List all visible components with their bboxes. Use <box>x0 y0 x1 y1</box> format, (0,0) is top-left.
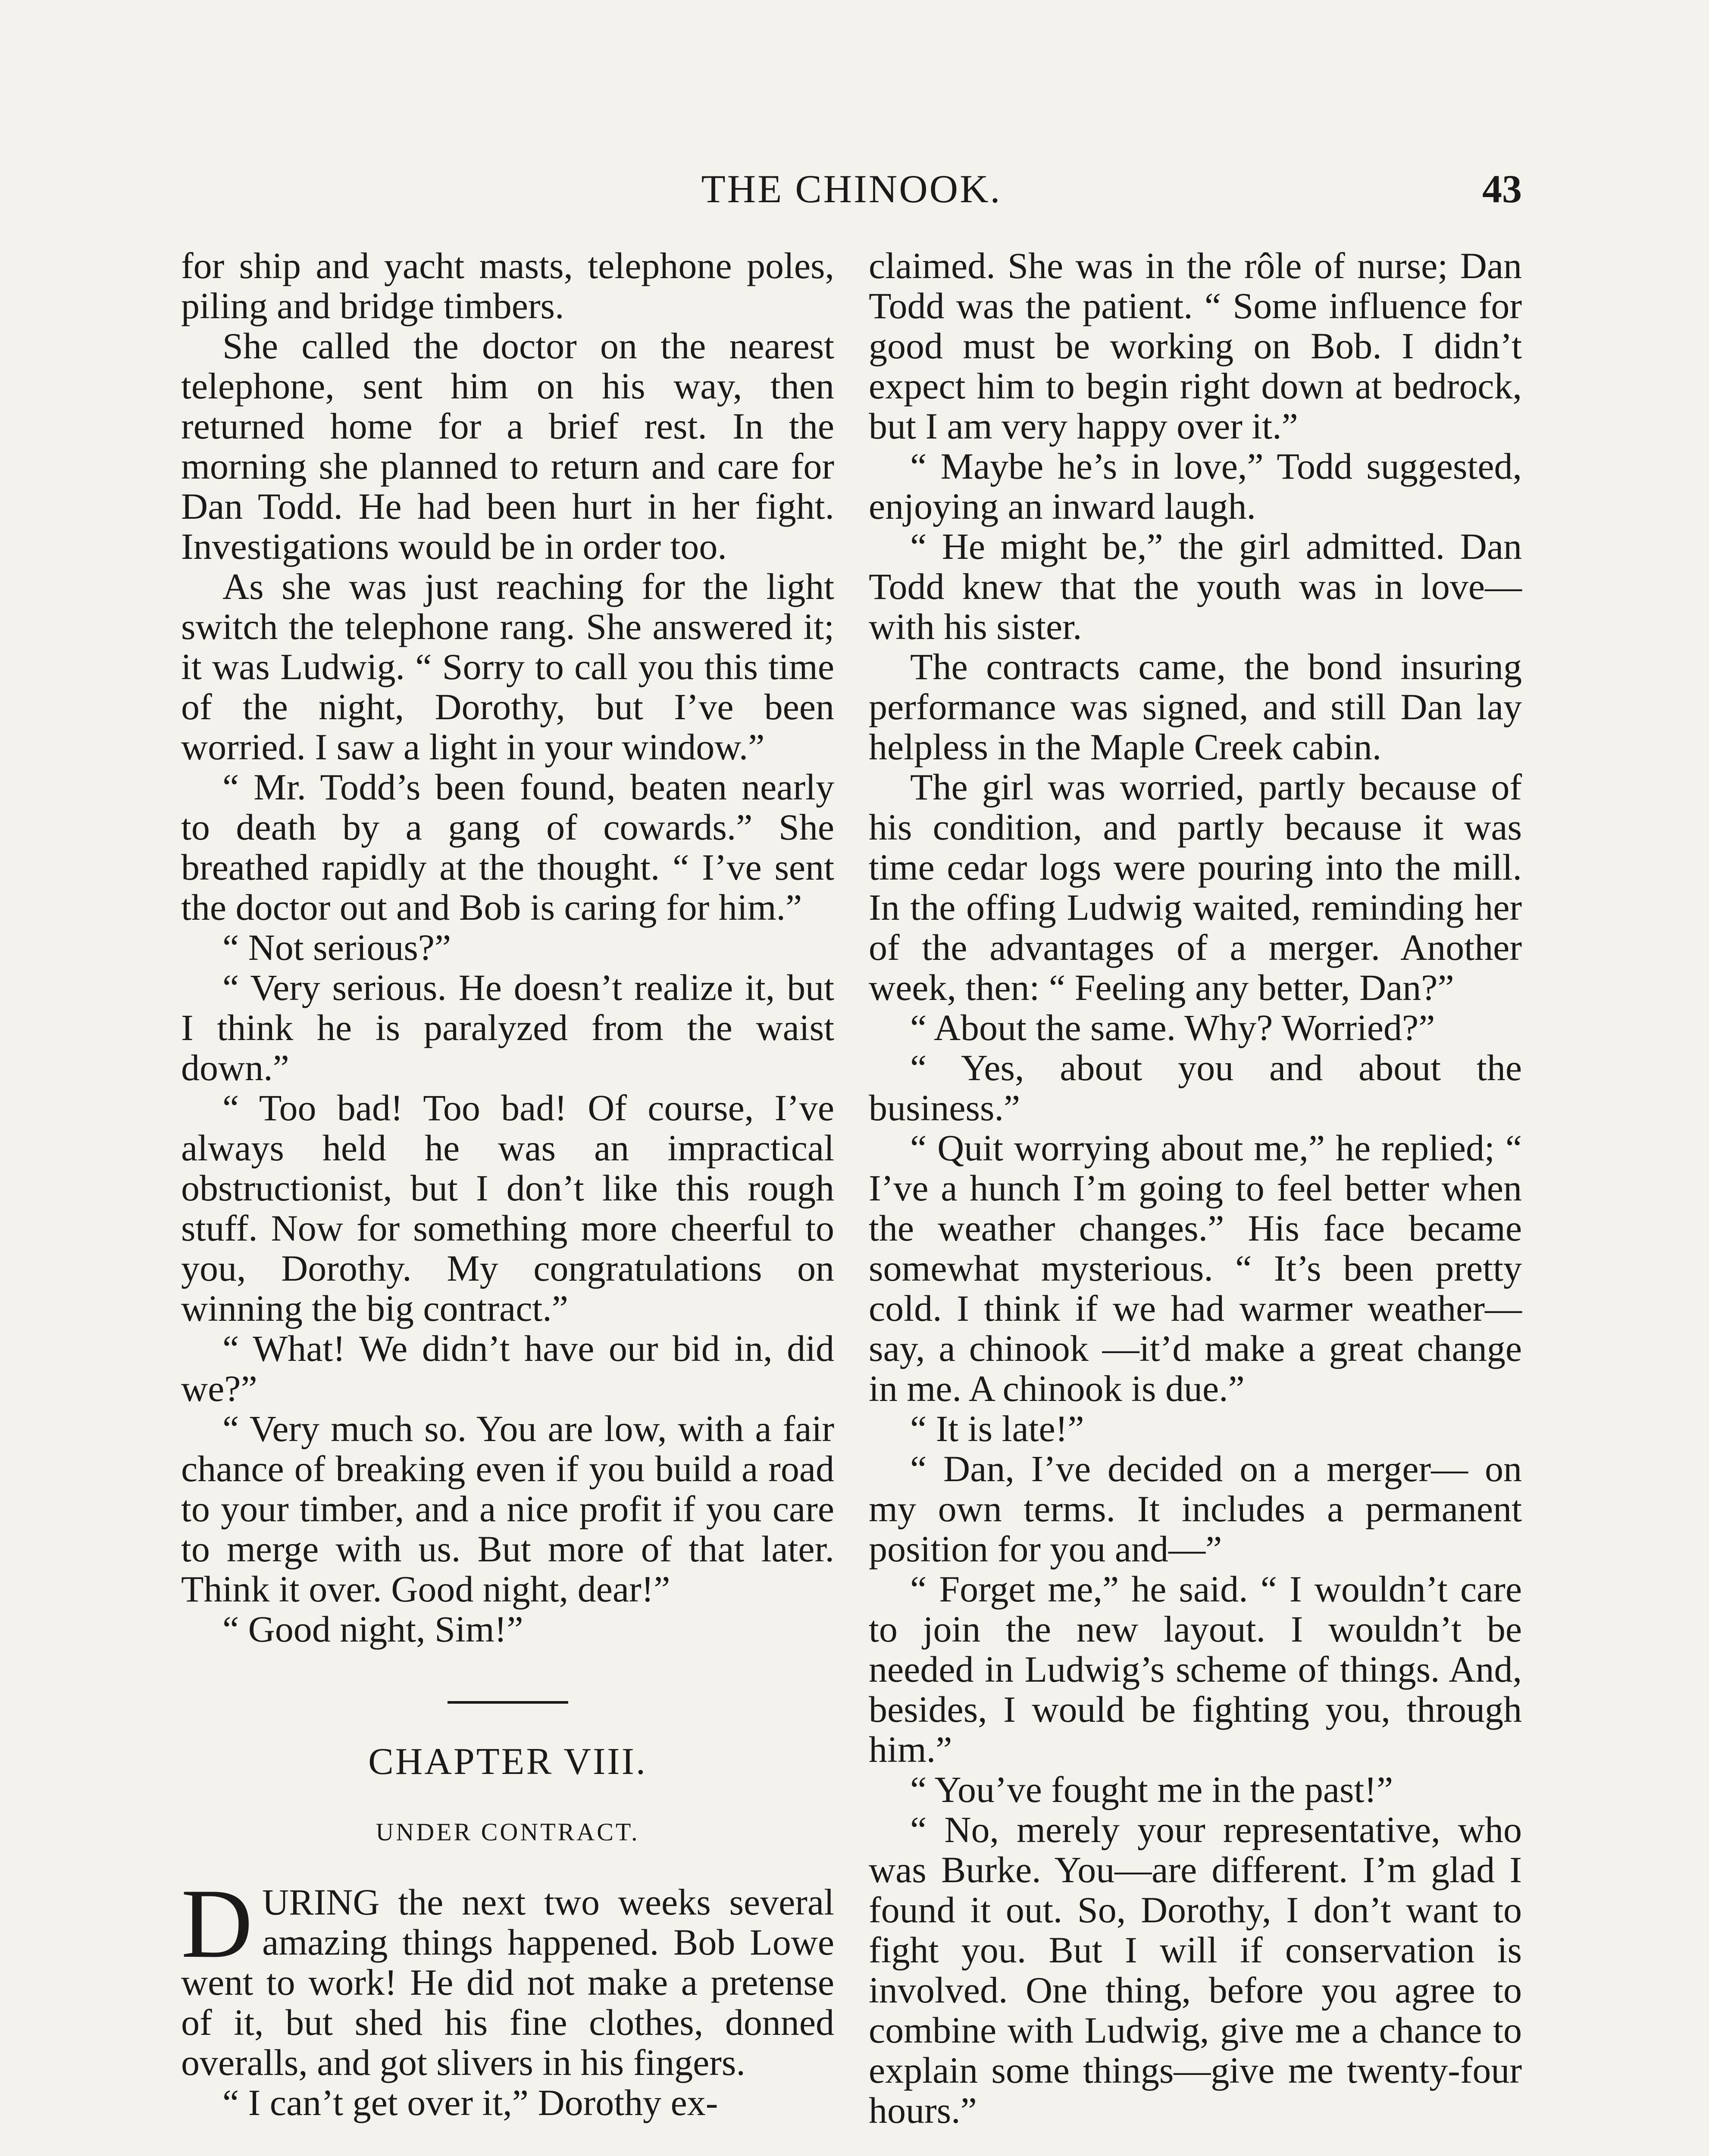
paragraph: “ Not serious?” <box>222 927 451 968</box>
left-column <box>181 246 834 2123</box>
paragraph: “ Good night, Sim!” <box>222 1608 523 1650</box>
chapter-subtitle: UNDER CONTRACT. <box>376 1818 640 1846</box>
paragraph: “ He might be,” the girl admitted. Dan Todd knew that the youth was in love—with his sister. <box>869 526 1522 647</box>
paragraph: “ I can’t get over it,” Dorothy ex- <box>222 2082 718 2123</box>
paragraph: “ No, merely your representative, who was Burke. You—are different. I’m glad I found it out. So, Dorothy, I don’t want to fight you. But I will if conservation is involved. One thing, before you agree to combine with Ludwig, give me a chance to explain some things—give me twenty-four hours.” <box>869 1809 1522 2131</box>
paragraph: The contracts came, the bond insuring performance was signed, and still Dan lay helpless in the Maple Creek cabin. <box>869 646 1522 768</box>
paragraph: “ Mr. Todd’s been found, beaten nearly to death by a gang of cowards.” She breathed rapidly at the thought. “ I’ve sent the doctor out and Bob is caring for him.” <box>181 766 834 928</box>
paragraph: “ It is late!” <box>910 1408 1084 1449</box>
paragraph: “ Very serious. He doesn’t realize it, but I think he is paralyzed from the waist down.” <box>181 967 834 1088</box>
paragraph: The girl was worried, partly because of his condition, and partly because it was time cedar logs were pouring into the mill. In the offing Ludwig waited, reminding her of the advantages of a merger. Another week, then: “ Feeling any better, Dan?” <box>869 766 1522 1008</box>
paragraph: “ Yes, about you and about the business.” <box>869 1047 1522 1128</box>
paragraph: “ Dan, I’ve decided on a merger— on my own terms. It includes a permanent position for you and—” <box>869 1448 1522 1570</box>
paragraph: claimed. She was in the rôle of nurse; Dan Todd was the patient. “ Some influence for good must be working on Bob. I didn’t expect him to begin right down at bedrock, but I am very happy over it.” <box>869 245 1522 447</box>
dropcap-paragraph <box>181 1868 834 2083</box>
paragraph: “ Maybe he’s in love,” Todd suggested, enjoying an inward laugh. <box>869 445 1522 527</box>
right-column <box>869 246 1522 2131</box>
drop-cap: D <box>181 1868 253 1978</box>
paragraph: “ Very much so. You are low, with a fair chance of breaking even if you build a road to your timber, and a nice profit if you care to merge with us. But more of that later. Think it over. Good night, dear!” <box>181 1408 834 1610</box>
paragraph: “ What! We didn’t have our bid in, did we?” <box>181 1328 834 1409</box>
paragraph: As she was just reaching for the light switch the telephone rang. She answered it; it was Ludwig. “ Sorry to call you this time of the night, Dorothy, but I’ve been worried. I saw a light in your window.” <box>181 566 834 768</box>
running-title: THE CHINOOK. <box>701 167 1002 211</box>
left-paragraphs-after <box>181 2083 834 2123</box>
paragraph: “ About the same. Why? Worried?” <box>910 1007 1435 1048</box>
paragraph: for ship and yacht masts, telephone poles, piling and bridge timbers. <box>181 245 834 326</box>
paragraph: “ Forget me,” he said. “ I wouldn’t care to join the new layout. I wouldn’t be needed in Ludwig’s scheme of things. And, besides, I would be fighting you, through him.” <box>869 1568 1522 1770</box>
section-divider <box>448 1701 568 1704</box>
paragraph: She called the doctor on the nearest telephone, sent him on his way, then returned home for a brief rest. In the morning she planned to return and care for Dan Todd. He had been hurt in her fight. Investigations would be in order too. <box>181 325 834 567</box>
paragraph: “ Quit worrying about me,” he replied; “ I’ve a hunch I’m going to feel better when the weather changes.” His face became somewhat mysterious. “ It’s been pretty cold. I think if we had warmer weather—say, a chinook —it’d make a great change in me. A chinook is due.” <box>869 1127 1522 1409</box>
page-header <box>181 166 1522 218</box>
chapter-title: CHAPTER VIII. <box>368 1741 647 1783</box>
paragraph: “ You’ve fought me in the past!” <box>910 1769 1393 1810</box>
left-paragraphs-before <box>181 246 834 1649</box>
right-paragraphs <box>869 246 1522 2131</box>
paragraph: “ Too bad! Too bad! Of course, I’ve always held he was an impractical obstructionist, but I don’t like this rough stuff. Now for something more cheerful to you, Dorothy. My congratulations on winning the big contract.” <box>181 1087 834 1329</box>
dropcap-paragraph-text: URING the next two weeks several amazing things happened. Bob Lowe went to work! He did not make a pretense of it, but shed his fine clothes, donned overalls, and got slivers in his fingers. <box>181 1881 834 2083</box>
page-number: 43 <box>1482 167 1522 211</box>
